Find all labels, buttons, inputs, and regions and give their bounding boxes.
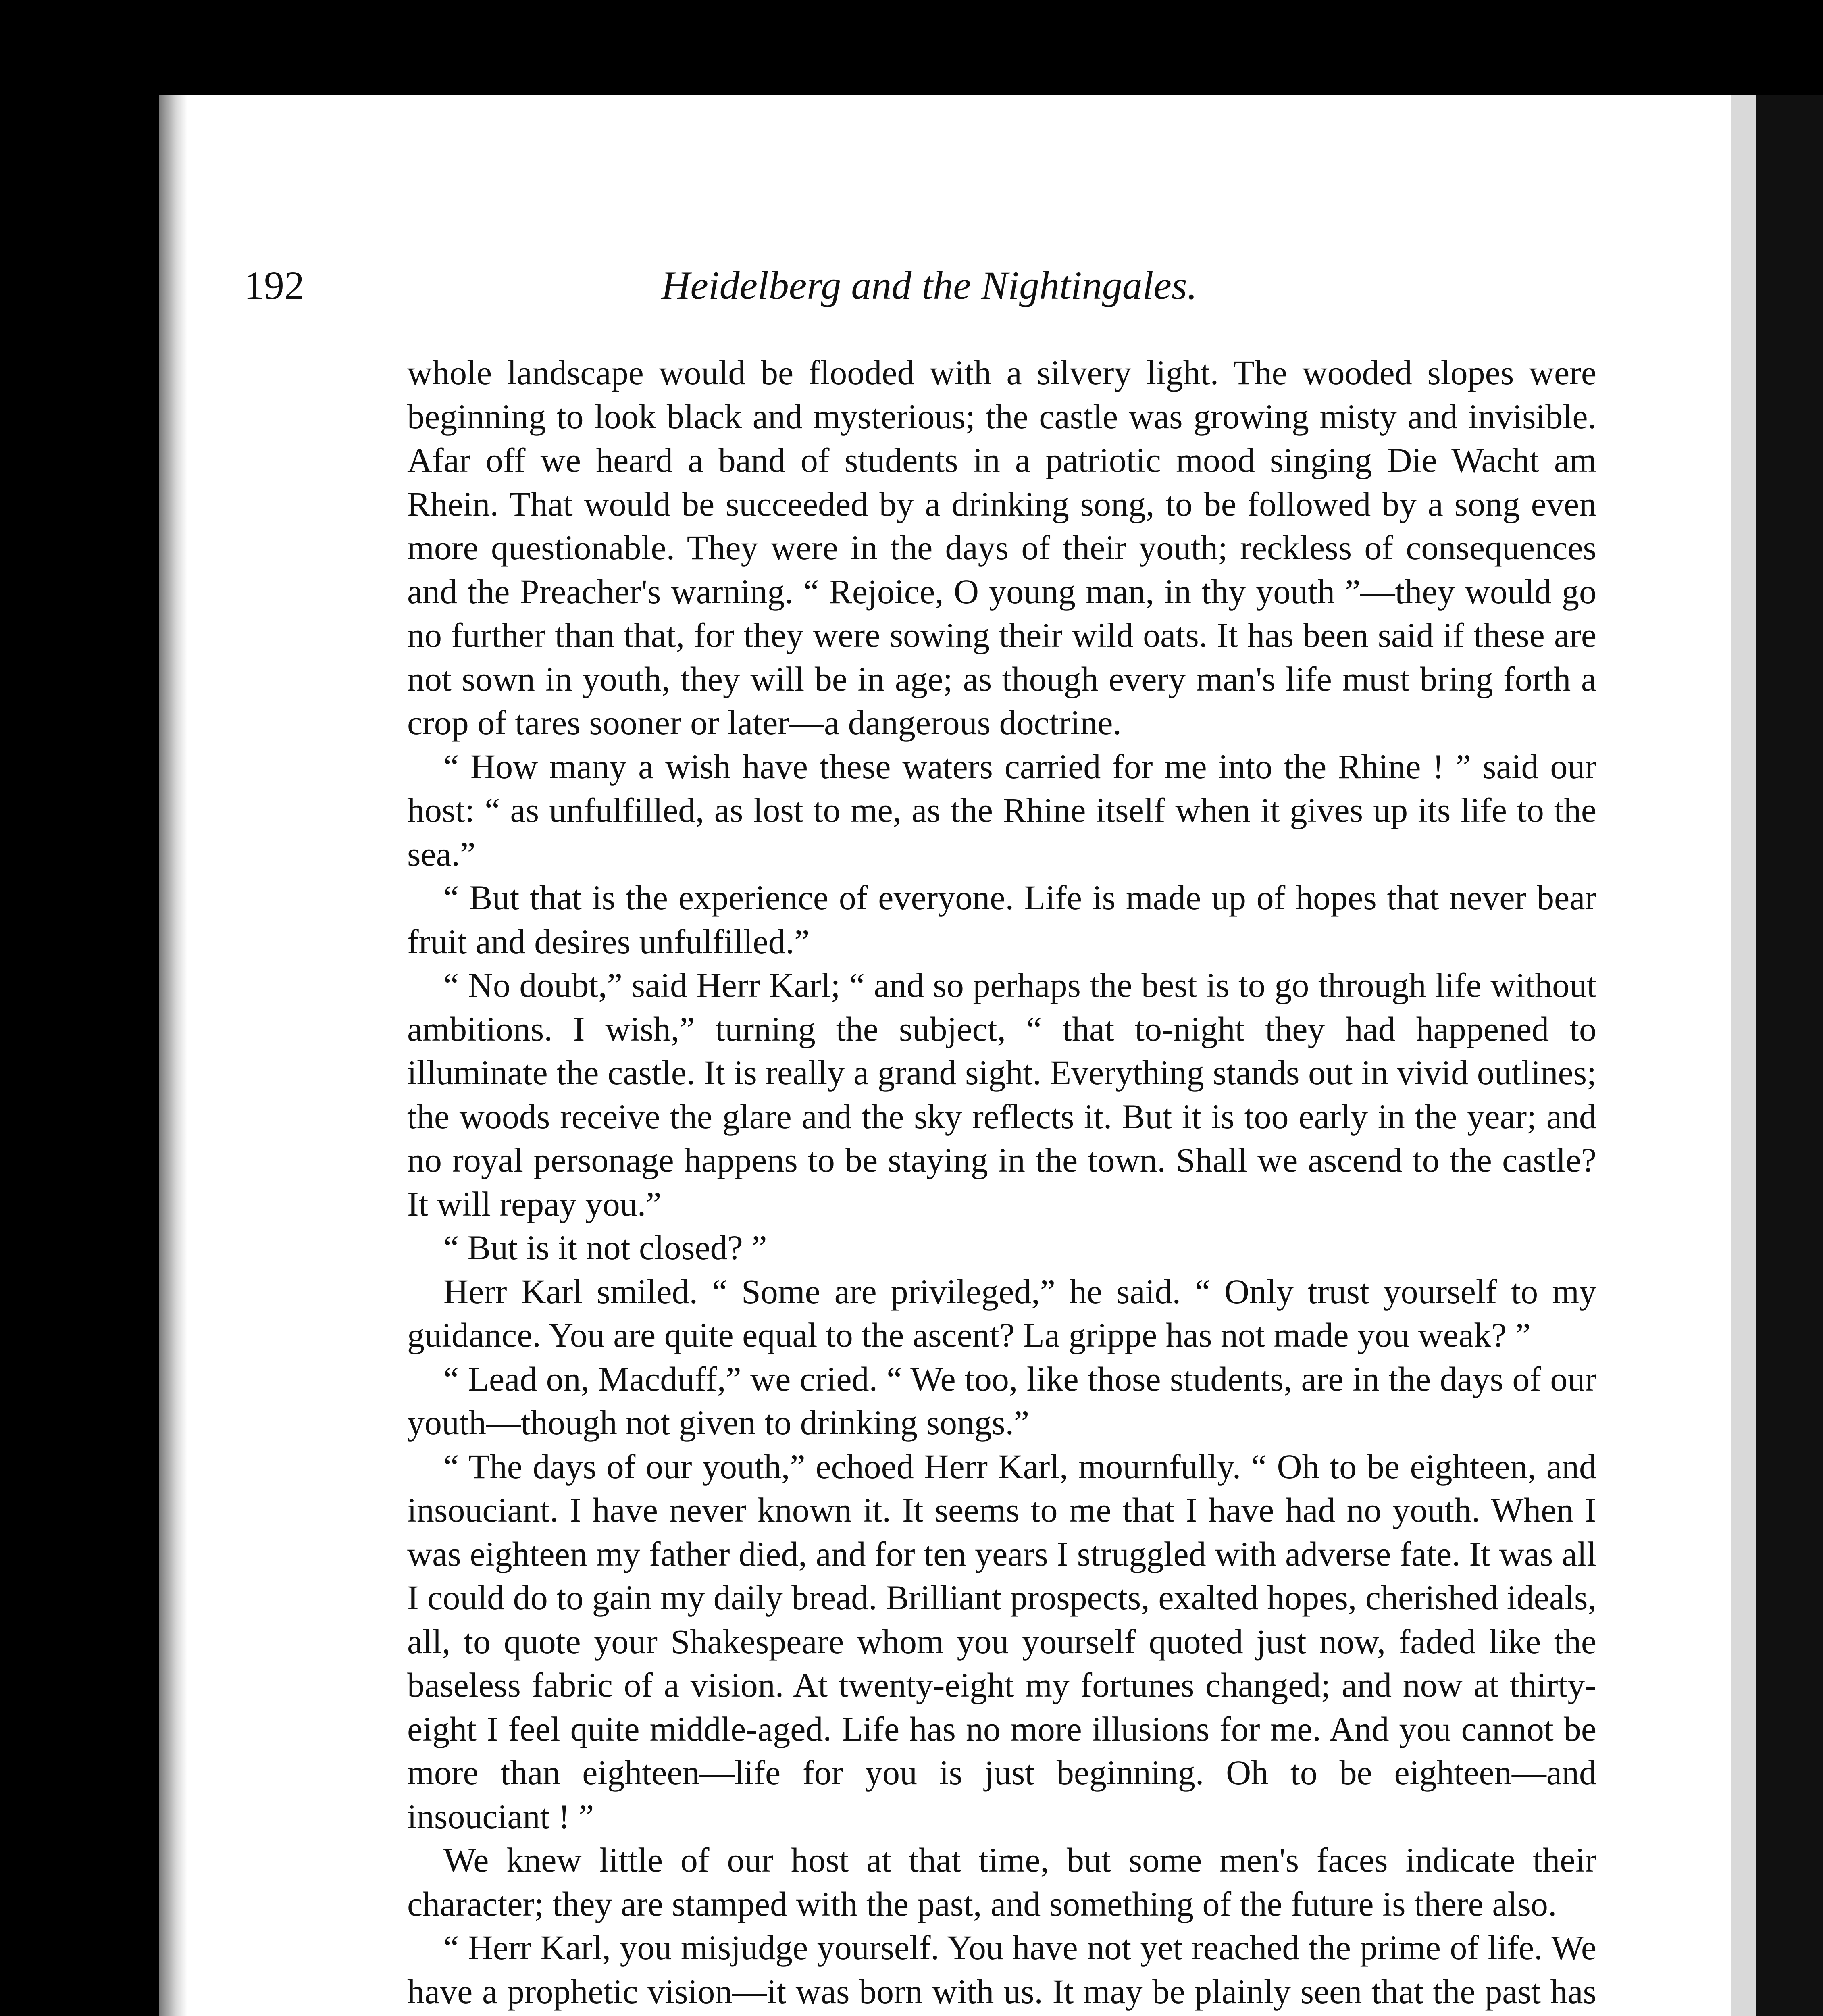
paragraph: “ The days of our youth,” echoed Herr Karl, mournfully. “ Oh to be eighteen, and insouciant. I have never known it. It seems to me that I have had no youth. When I was eighteen my father died, and for ten years I struggled with adverse fate. It was all I could do to gain my daily bread. Brilliant prospects, exalted hopes, cherished ideals, all, to quote your Shakespeare whom you yourself quoted just now, faded like the baseless fabric of a vision. At twenty-eight my fortunes changed; and now at thirty-eight I feel quite middle-aged. Life has no more illusions for me. And you cannot be more than eighteen—life for you is just beginning. Oh to be eighteen—and insouciant ! ” <box>407 1447 1596 1836</box>
paragraph: Herr Karl smiled. “ Some are privileged,” he said. “ Only trust yourself to my guidance. You are quite equal to the ascent? La grippe has not made you weak? ” <box>407 1272 1596 1354</box>
gutter-shadow <box>159 95 187 2016</box>
paragraph: whole landscape would be flooded with a silvery light. The wooded slopes were beginning to look black and mysterious; the castle was growing misty and invisible. Afar off we heard a band of students in a patriotic mood singing Die Wacht am Rhein. That would be succeeded by a drinking song, to be followed by a song even more questionable. They were in the days of their youth; reckless of consequences and the Preacher's warning. “ Rejoice, O young man, in thy youth ”—they would go no further than that, for they were sowing their wild oats. It has been said if these are not sown in youth, they will be in age; as though every man's life must bring forth a crop of tares sooner or later—a dangerous doctrine. <box>407 353 1596 742</box>
paragraph: “ Lead on, Macduff,” we cried. “ We too, like those students, are in the days of our youth—though not given to drinking songs.” <box>407 1359 1596 1442</box>
paragraph: “ But that is the experience of everyone. Life is made up of hopes that never bear fruit and desires unfulfilled.” <box>407 878 1596 961</box>
body-text <box>407 351 1596 2016</box>
paragraph: “ But is it not closed? ” <box>443 1228 767 1267</box>
dark-border <box>1756 95 1823 2016</box>
page-number: 192 <box>244 263 304 308</box>
paragraph: “ No doubt,” said Herr Karl; “ and so perhaps the best is to go through life without ambitions. I wish,” turning the subject, “ that to-night they had happened to illuminate the castle. It is really a grand sight. Everything stands out in vivid outlines; the woods receive the glare and the sky reflects it. But it is too early in the year; and no royal personage happens to be staying in the town. Shall we ascend to the castle? It will repay you.” <box>407 966 1596 1223</box>
chapter-title: Heidelberg and the Nightingales. <box>661 263 1197 308</box>
running-head <box>244 262 1615 319</box>
adjacent-page-edge <box>1731 95 1756 2016</box>
paragraph: “ Herr Karl, you misjudge yourself. You have not yet reached the prime of life. We have a prophetic vision—it was born with us. It may be plainly seen that the past has <box>407 1928 1596 2011</box>
paragraph: We knew little of our host at that time, but some men's faces indicate their character; they are stamped with the past, and something of the future is there also. <box>407 1841 1596 1923</box>
paragraph: “ How many a wish have these waters carried for me into the Rhine ! ” said our host: “ as unfulfilled, as lost to me, as the Rhine itself when it gives up its life to the sea.” <box>407 747 1596 873</box>
